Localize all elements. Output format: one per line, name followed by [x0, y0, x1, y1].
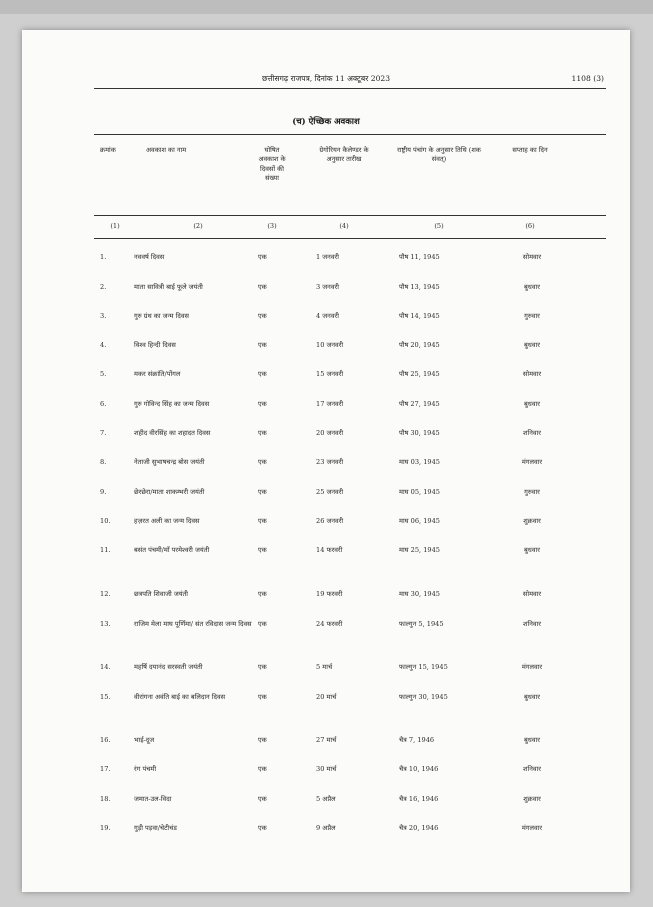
days-count: एक [258, 341, 267, 349]
col-number-4: (4) [339, 222, 349, 230]
weekday: शनिवार [523, 429, 541, 437]
days-count: एक [258, 517, 267, 525]
saka-date: फाल्गुन 15, 1945 [399, 663, 448, 671]
gregorian-date: 17 जनवरी [316, 400, 344, 408]
header-holiday-name: अवकाश का नाम [146, 146, 187, 154]
serial-number: 19. [100, 824, 111, 832]
weekday: शुक्रवार [523, 517, 541, 525]
saka-date: चैत्र 16, 1946 [399, 795, 439, 803]
gregorian-date: 3 जनवरी [316, 283, 339, 291]
holiday-name: बसंत पंचमी/माँ परमेश्वरी जयंती [134, 546, 210, 554]
saka-date: पौष 25, 1945 [399, 370, 440, 378]
serial-number: 2. [100, 283, 107, 291]
days-count: एक [258, 400, 267, 408]
holiday-name: छेरछेरा/माता शाकम्भरी जयंती [134, 488, 205, 496]
header-days-count: घोषित अवकाश के दिवसों की संख्या [258, 146, 286, 183]
holiday-name: हज़रत अली का जन्म दिवस [134, 517, 200, 525]
weekday: बुधवार [524, 341, 540, 349]
gregorian-date: 30 मार्च [316, 765, 337, 773]
gregorian-date: 15 जनवरी [316, 370, 344, 378]
section-title: (च) ऐच्छिक अवकाश [292, 117, 360, 127]
header-serial: क्रमांक [100, 146, 116, 154]
saka-date: पौष 20, 1945 [399, 341, 440, 349]
days-count: एक [258, 283, 267, 291]
days-count: एक [258, 795, 267, 803]
saka-date: पौष 11, 1945 [399, 253, 440, 261]
col-number-3: (3) [267, 222, 277, 230]
weekday: सोमवार [522, 590, 542, 598]
serial-number: 8. [100, 458, 107, 466]
col-number-2: (2) [193, 222, 203, 230]
holiday-name: गुरु गोविन्द सिंह का जन्म दिवस [134, 400, 210, 408]
saka-date: पौष 14, 1945 [399, 312, 440, 320]
days-count: एक [258, 663, 267, 671]
weekday: बुधवार [524, 283, 540, 291]
serial-number: 14. [100, 663, 111, 671]
gregorian-date: 26 जनवरी [316, 517, 344, 525]
holiday-name: वीरांगना अवंति बाई का बलिदान दिवस [134, 693, 226, 701]
gregorian-date: 5 मार्च [316, 663, 333, 671]
weekday: सोमवार [522, 253, 542, 261]
saka-date: माघ 30, 1945 [399, 590, 441, 598]
serial-number: 6. [100, 400, 107, 408]
days-count: एक [258, 253, 267, 261]
days-count: एक [258, 546, 267, 554]
holiday-name: शहीद वीरसिंह का शहादत दिवस [134, 429, 211, 437]
days-count: एक [258, 765, 267, 773]
weekday: शनिवार [523, 765, 541, 773]
serial-number: 10. [100, 517, 111, 525]
serial-number: 3. [100, 312, 107, 320]
weekday: बुधवार [524, 693, 540, 701]
gregorian-date: 25 जनवरी [316, 488, 344, 496]
gazette-page [22, 30, 630, 892]
header-gregorian-date: ग्रेगोरियन कैलेण्डर के अनुसार तारीख [319, 146, 369, 164]
header-rule [94, 88, 606, 89]
gregorian-date: 14 फरवरी [316, 546, 343, 554]
gregorian-date: 10 जनवरी [316, 341, 344, 349]
serial-number: 17. [100, 765, 111, 773]
col-number-6: (6) [525, 222, 535, 230]
holiday-name: महर्षि दयानंद सरस्वती जयंती [134, 663, 203, 671]
serial-number: 12. [100, 590, 111, 598]
holiday-name: माता सावित्री बाई फूले जयंती [134, 283, 203, 291]
column-number-rule [94, 238, 606, 239]
page-number: 1108 (3) [571, 74, 604, 83]
serial-number: 7. [100, 429, 107, 437]
gregorian-date: 23 जनवरी [316, 458, 344, 466]
holiday-name: गुरु ग्रंथ का जन्म दिवस [134, 312, 190, 320]
saka-date: फाल्गुन 5, 1945 [399, 620, 444, 628]
serial-number: 9. [100, 488, 107, 496]
gregorian-date: 1 जनवरी [316, 253, 339, 261]
saka-date: चैत्र 20, 1946 [399, 824, 439, 832]
weekday: बुधवार [524, 546, 540, 554]
saka-date: माघ 05, 1945 [399, 488, 441, 496]
gregorian-date: 27 मार्च [316, 736, 337, 744]
weekday: गुरुवार [524, 488, 540, 496]
weekday: मंगलवार [521, 458, 543, 466]
gregorian-date: 20 जनवरी [316, 429, 344, 437]
saka-date: पौष 13, 1945 [399, 283, 440, 291]
days-count: एक [258, 693, 267, 701]
weekday: गुरुवार [524, 312, 540, 320]
serial-number: 15. [100, 693, 111, 701]
saka-date: पौष 30, 1945 [399, 429, 440, 437]
holiday-name: छत्रपति शिवाजी जयंती [134, 590, 189, 598]
holiday-name: मकर संक्रांति/पोंगल [134, 370, 181, 378]
gregorian-date: 19 फरवरी [316, 590, 343, 598]
holiday-name: विश्व हिन्दी दिवस [134, 341, 176, 349]
saka-date: पौष 27, 1945 [399, 400, 440, 408]
days-count: एक [258, 429, 267, 437]
saka-date: माघ 03, 1945 [399, 458, 441, 466]
header-weekday: सप्ताह का दिन [512, 146, 548, 154]
saka-date: चैत्र 7, 1946 [399, 736, 435, 744]
weekday: बुधवार [524, 400, 540, 408]
table-top-rule [94, 134, 606, 135]
header-bottom-rule [94, 215, 606, 216]
weekday: सोमवार [522, 370, 542, 378]
weekday: शुक्रवार [523, 795, 541, 803]
weekday: मंगलवार [521, 663, 543, 671]
serial-number: 16. [100, 736, 111, 744]
holiday-name: नेताजी सुभाषचन्द्र बोस जयंती [134, 458, 205, 466]
holiday-name: रंग पंचमी [134, 765, 157, 773]
gregorian-date: 20 मार्च [316, 693, 337, 701]
saka-date: माघ 25, 1945 [399, 546, 441, 554]
days-count: एक [258, 370, 267, 378]
gregorian-date: 5 अप्रैल [316, 795, 336, 803]
days-count: एक [258, 590, 267, 598]
col-number-1: (1) [110, 222, 120, 230]
header-saka-date: राष्ट्रीय पंचांग के अनुसार तिथि (शक संवत्) [397, 146, 481, 164]
gregorian-date: 9 अप्रैल [316, 824, 336, 832]
holiday-name: जमात-उल-विदा [134, 795, 172, 803]
holiday-name: नववर्ष दिवस [134, 253, 165, 261]
days-count: एक [258, 736, 267, 744]
days-count: एक [258, 824, 267, 832]
serial-number: 11. [100, 546, 111, 554]
days-count: एक [258, 488, 267, 496]
viewer-top-bar [0, 0, 653, 14]
holiday-name: भाई-दूज [134, 736, 155, 744]
serial-number: 18. [100, 795, 111, 803]
saka-date: फाल्गुन 30, 1945 [399, 693, 448, 701]
days-count: एक [258, 312, 267, 320]
holiday-name: गुड़ी पड़वा/चेटीचंड [134, 824, 177, 832]
saka-date: माघ 06, 1945 [399, 517, 441, 525]
days-count: एक [258, 620, 267, 628]
weekday: मंगलवार [521, 824, 543, 832]
gazette-title: छत्तीसगढ़ राजपत्र, दिनांक 11 अक्टूबर 2023 [261, 74, 391, 83]
holiday-name: राजिम मेला माघ पूर्णिमा/ संत रविदास जन्म दिवस [134, 620, 252, 628]
weekday: शनिवार [523, 620, 541, 628]
saka-date: चैत्र 10, 1946 [399, 765, 439, 773]
col-number-5: (5) [434, 222, 444, 230]
gregorian-date: 4 जनवरी [316, 312, 339, 320]
gregorian-date: 24 फरवरी [316, 620, 343, 628]
weekday: बुधवार [524, 736, 540, 744]
serial-number: 1. [100, 253, 107, 261]
serial-number: 4. [100, 341, 107, 349]
serial-number: 5. [100, 370, 107, 378]
days-count: एक [258, 458, 267, 466]
serial-number: 13. [100, 620, 111, 628]
